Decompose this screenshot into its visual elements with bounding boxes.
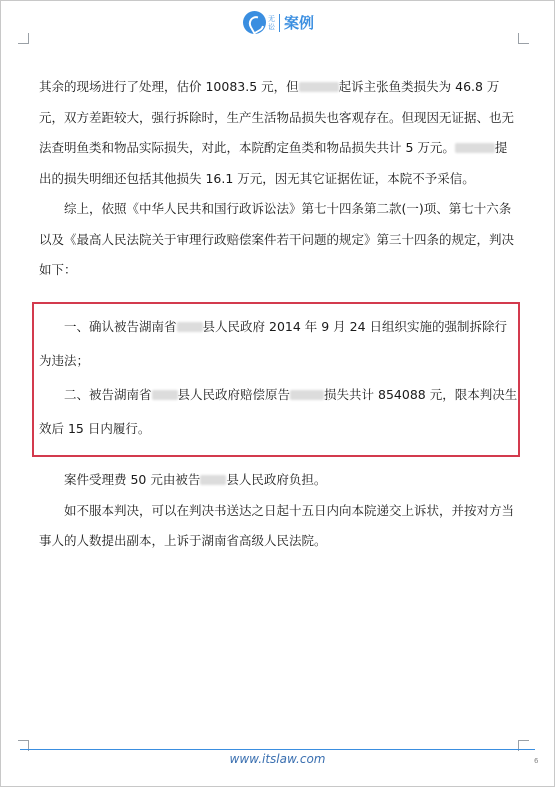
- logo-divider: [279, 14, 280, 32]
- logo-title: 案例: [284, 14, 315, 32]
- redacted-county: [177, 322, 203, 332]
- judgment-items: [39, 310, 519, 446]
- paragraph-legal-basis: 综上，依照《中华人民共和国行政诉讼法》第七十四条第二款(一)项、第七十六条以及《最高人民法院关于审理行政赔偿案件若干问题的规定》第三十四条的规定，判决如下：: [39, 201, 515, 277]
- redacted-plaintiff: [290, 390, 324, 400]
- logo-icon: [243, 11, 266, 34]
- page-header: [0, 8, 555, 38]
- document-body-end: [39, 465, 519, 557]
- footer-divider: [20, 749, 535, 750]
- logo-small-text: 无 讼: [268, 14, 275, 31]
- paragraph-loss-assessment: 其余的现场进行了处理，估价 10083.5 元，但 起诉主张鱼类损失为 46.8 万元，双方差距较大，强行拆除时，生产生活物品损失也客观存在。但现因无证据、也无法查明鱼类和物品实际损失，对此，本院酌定鱼类和物品损失共计 5 万元。 提出的损失明细还包括其他损失 16.1 万元，因无其它证据佐证，本院不予采信。: [39, 79, 515, 186]
- redacted-county: [152, 390, 178, 400]
- judgment-item-2: 二、被告湖南省 县人民政府赔偿原告 损失共计 854088 元，限本判决生效后 15 日内履行。: [39, 387, 518, 436]
- paragraph-appeal: 如不服本判决，可以在判决书送达之日起十五日内向本院递交上诉状，并按对方当事人的人数提出副本，上诉于湖南省高级人民法院。: [39, 502, 515, 548]
- corner-mark-top-right: [518, 33, 529, 44]
- judgment-item-1: 一、确认被告湖南省 县人民政府 2014 年 9 月 24 日组织实施的强制拆除行为违法；: [39, 319, 508, 368]
- footer-url[interactable]: www.itslaw.com: [229, 752, 326, 766]
- itslaw-logo: [243, 11, 314, 34]
- redacted-name: [299, 82, 339, 92]
- redacted-name: [455, 143, 495, 153]
- paragraph-court-fee: 案件受理费 50 元由被告 县人民政府负担。: [64, 472, 327, 487]
- redacted-county: [200, 475, 226, 485]
- corner-mark-top-left: [18, 33, 29, 44]
- page-number: 6: [534, 757, 539, 765]
- document-body: [39, 72, 519, 286]
